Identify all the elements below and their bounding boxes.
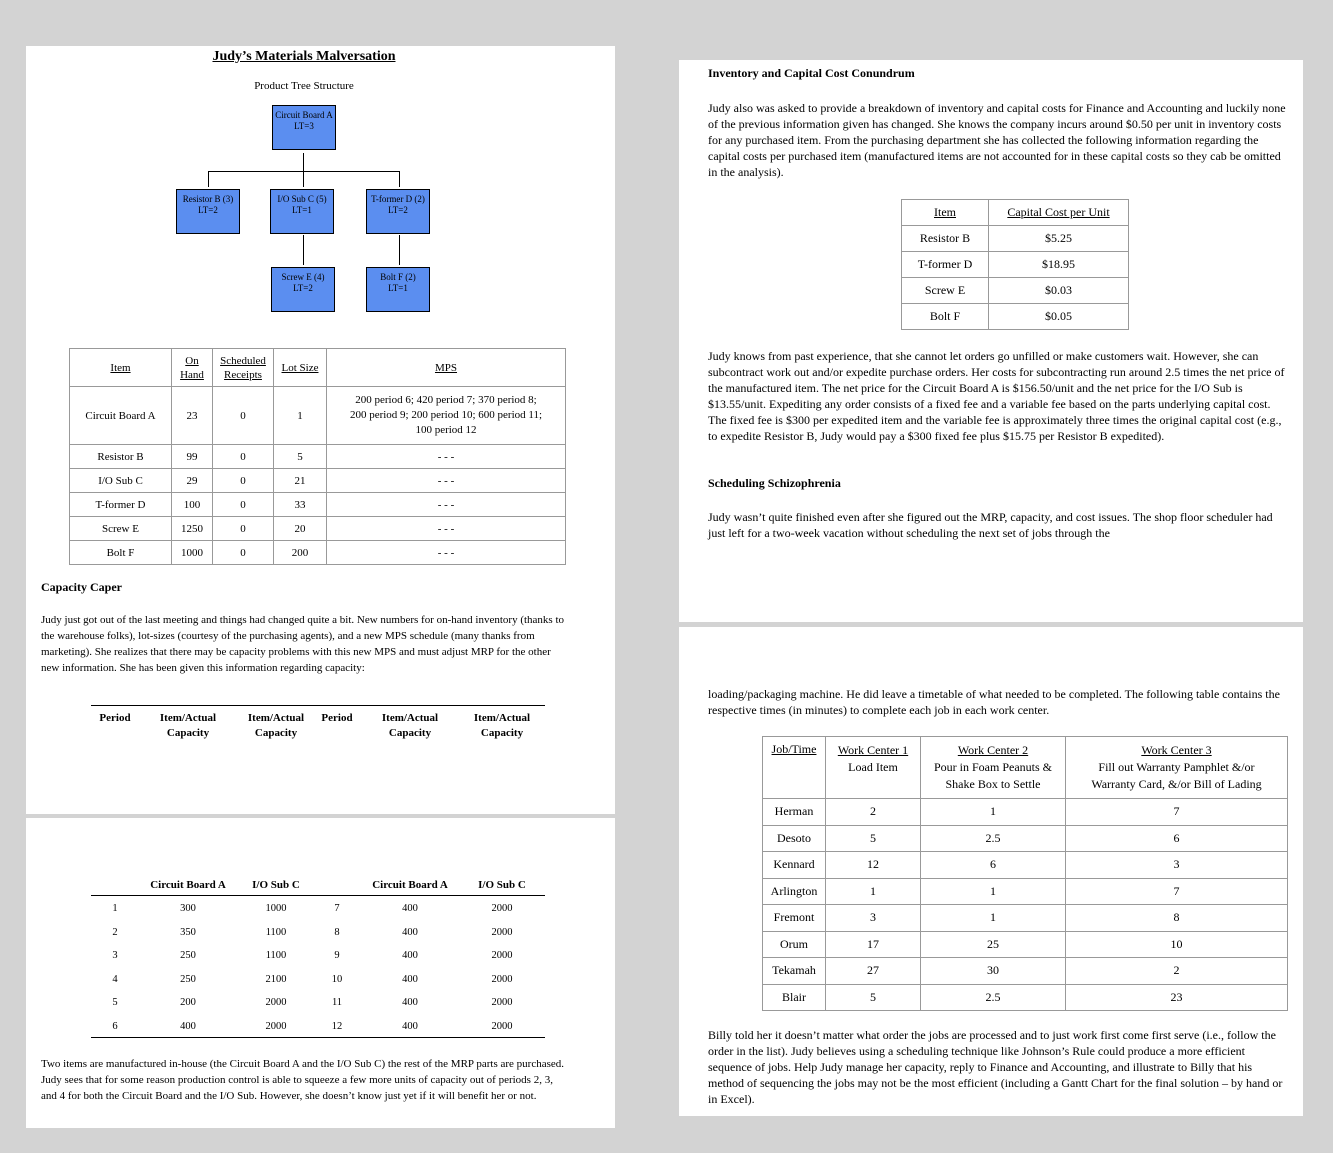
cell-wc2: 1 xyxy=(921,799,1066,826)
cell-lot: 200 xyxy=(274,541,327,565)
header-lot-size: Lot Size xyxy=(274,349,327,387)
cap-cell-circuit-board-a: 350 xyxy=(180,926,196,938)
cap-cell-period: 6 xyxy=(112,1020,118,1032)
cell-sched: 0 xyxy=(213,469,274,493)
cap-cell-period-2: 7 xyxy=(334,903,340,914)
cell-wc2: 1 xyxy=(921,905,1066,932)
cell-wc1: 2 xyxy=(826,799,921,826)
node-circuit-board-a xyxy=(272,105,336,150)
cell-cost: $0.05 xyxy=(989,304,1129,330)
cap-cell-period: 2 xyxy=(112,926,118,938)
cell-sched: 0 xyxy=(213,541,274,565)
node-screw-e xyxy=(271,267,335,312)
cell-mps: 200 period 6; 420 period 7; 370 period 8; 200 period 9; 200 period 10; 600 period 11; 100 period 12 xyxy=(327,387,566,445)
cell-job: Tekamah xyxy=(763,958,826,985)
cell-wc3: 23 xyxy=(1066,984,1288,1011)
cell-cost: $5.25 xyxy=(989,226,1129,252)
table-row xyxy=(763,984,1288,1011)
cap-cell-io-sub-c: 1100 xyxy=(265,950,287,961)
node-lead-time: LT=1 xyxy=(388,283,408,293)
cell-sched: 0 xyxy=(213,493,274,517)
cell-job: Arlington xyxy=(763,878,826,905)
cell-cost: $0.03 xyxy=(989,278,1129,304)
table-row xyxy=(763,825,1288,852)
cell-wc1: 5 xyxy=(826,984,921,1011)
header-wc1: Work Center 1 Load Item xyxy=(826,737,921,799)
header-job-time: Job/Time xyxy=(763,737,826,799)
cell-job: Fremont xyxy=(763,905,826,932)
page-4 xyxy=(679,627,1303,1116)
cap-cell-period: 3 xyxy=(112,950,118,961)
cap-cell-io-sub-c-2: 2000 xyxy=(491,1020,513,1032)
cell-item: Bolt F xyxy=(70,541,172,565)
cap-col-io-sub-c-2: I/O Sub C xyxy=(478,879,526,891)
cap-cell-circuit-board-a-2: 400 xyxy=(402,973,418,985)
cell-on-hand: 100 xyxy=(172,493,213,517)
tree-line xyxy=(303,171,304,187)
cell-lot: 20 xyxy=(274,517,327,541)
timetable-paragraph: loading/packaging machine. He did leave a timetable of what needed to be completed. The following table contains the respective times (in minutes) to complete each job in each work center. xyxy=(708,687,1280,717)
cap-cell-io-sub-c: 1000 xyxy=(265,903,287,914)
cell-wc1: 12 xyxy=(826,852,921,879)
cell-item: T-former D xyxy=(902,252,989,278)
cell-sched: 0 xyxy=(213,517,274,541)
tree-line xyxy=(208,171,209,187)
node-label: I/O Sub C (5) xyxy=(277,194,327,204)
node-bolt-f xyxy=(366,267,430,312)
table-row xyxy=(70,445,566,469)
cap-cell-period: 5 xyxy=(112,997,118,1008)
cell-wc2: 6 xyxy=(921,852,1066,879)
table-row xyxy=(70,469,566,493)
cap-cell-io-sub-c-2: 2000 xyxy=(491,926,513,938)
table-row xyxy=(70,493,566,517)
header-wc2: Work Center 2 Pour in Foam Peanuts & Shake Box to Settle xyxy=(921,737,1066,799)
cell-mps: - - - xyxy=(327,469,566,493)
capacity-table-rule xyxy=(91,705,545,706)
cell-wc3: 3 xyxy=(1066,852,1288,879)
cap-cell-io-sub-c: 2000 xyxy=(265,997,287,1008)
cell-item: Resistor B xyxy=(70,445,172,469)
cap-cell-circuit-board-a-2: 400 xyxy=(402,903,418,914)
cap-cell-period: 1 xyxy=(112,903,118,914)
cell-on-hand: 29 xyxy=(172,469,213,493)
cap-col-circuit-board-a: Circuit Board A xyxy=(150,879,226,891)
mrp-table xyxy=(69,348,566,565)
cap-cell-io-sub-c-2: 2000 xyxy=(491,997,513,1008)
cell-wc2: 30 xyxy=(921,958,1066,985)
header-on-hand: On Hand xyxy=(172,349,213,387)
node-label: T-former D (2) xyxy=(371,194,425,204)
scheduling-heading: Scheduling Schizophrenia xyxy=(708,476,841,490)
cell-wc1: 3 xyxy=(826,905,921,932)
header-wc3: Work Center 3 Fill out Warranty Pamphlet &/or Warranty Card, &/or Bill of Lading xyxy=(1066,737,1288,799)
header-scheduled-receipts: Scheduled Receipts xyxy=(213,349,274,387)
capacity-table-rule xyxy=(91,1037,545,1038)
node-io-sub-c xyxy=(270,189,334,234)
document-title: Judy’s Materials Malversation xyxy=(212,49,396,64)
node-lead-time: LT=2 xyxy=(388,205,408,215)
table-row xyxy=(902,278,1129,304)
cap-cell-io-sub-c-2: 2000 xyxy=(491,903,513,914)
table-row xyxy=(70,541,566,565)
cell-job: Blair xyxy=(763,984,826,1011)
cap-cell-period-2: 8 xyxy=(334,926,340,938)
header-capital-cost: Capital Cost per Unit xyxy=(989,200,1129,226)
page-2 xyxy=(26,818,615,1128)
cap-cell-circuit-board-a: 250 xyxy=(180,950,196,961)
cell-wc2: 1 xyxy=(921,878,1066,905)
node-t-former-d xyxy=(366,189,430,234)
cap-header-period: Period xyxy=(99,712,131,724)
cell-job: Orum xyxy=(763,931,826,958)
cell-wc1: 1 xyxy=(826,878,921,905)
cap-cell-circuit-board-a: 200 xyxy=(180,997,196,1008)
node-lead-time: LT=2 xyxy=(198,205,218,215)
cell-wc3: 2 xyxy=(1066,958,1288,985)
job-time-table xyxy=(762,736,1288,1011)
node-resistor-b xyxy=(176,189,240,234)
cap-cell-io-sub-c-2: 2000 xyxy=(491,973,513,985)
cap-cell-period-2: 12 xyxy=(331,1020,343,1032)
cell-wc2: 2.5 xyxy=(921,825,1066,852)
cell-mps: - - - xyxy=(327,445,566,469)
table-row xyxy=(902,304,1129,330)
node-label: Screw E (4) xyxy=(281,272,325,282)
cell-lot: 1 xyxy=(274,387,327,445)
cap-header-item-actual-3: Item/Actual Capacity xyxy=(381,712,439,739)
node-label: Circuit Board A xyxy=(275,110,333,120)
cap-cell-circuit-board-a: 250 xyxy=(180,973,196,985)
node-lead-time: LT=1 xyxy=(292,205,312,215)
capacity-heading: Capacity Caper xyxy=(41,580,122,594)
cell-wc1: 27 xyxy=(826,958,921,985)
cell-item: T-former D xyxy=(70,493,172,517)
cell-mps: - - - xyxy=(327,541,566,565)
cell-wc2: 2.5 xyxy=(921,984,1066,1011)
table-row xyxy=(763,878,1288,905)
manufactured-paragraph: Two items are manufactured in-house (the Circuit Board A and the I/O Sub C) the rest of the MRP parts are purchased. Judy sees that for some reason production control is able to squeeze a few more units of capacity out of periods 2, 3, and 4 for both the Circuit Board and the I/O Sub. However, she doesn’t know just yet if it will benefit her or not. xyxy=(41,1058,565,1102)
tree-line xyxy=(399,171,400,187)
cell-item: Screw E xyxy=(902,278,989,304)
node-lead-time: LT=3 xyxy=(294,121,314,131)
cell-mps: - - - xyxy=(327,493,566,517)
cell-wc2: 25 xyxy=(921,931,1066,958)
subcontract-paragraph: Judy knows from past experience, that she cannot let orders go unfilled or make customers wait. However, she can subcontract work out and/or expedite purchase orders. Her costs for subcontracting run around 2.5 times the net price of the manufactured item. The net price for the Circuit Board A is $156.50/unit and the net price for the I/O Sub is $13.55/unit. Expediting any order consists of a fixed fee and a variable fee based on the parts underlying capital cost. The fixed fee is $300 per expedited item and the variable fee is approximately three times the original capital cost (e.g., to expedite Resistor B, Judy would pay a $300 fixed fee plus $15.75 per Resistor B expedited). xyxy=(708,349,1285,443)
tree-subtitle: Product Tree Structure xyxy=(254,80,354,92)
cell-job: Herman xyxy=(763,799,826,826)
cap-header-item-actual-4: Item/Actual Capacity xyxy=(473,712,531,739)
cap-cell-period-2: 11 xyxy=(331,997,343,1008)
table-row xyxy=(763,799,1288,826)
table-row xyxy=(902,226,1129,252)
cap-col-circuit-board-a-2: Circuit Board A xyxy=(372,879,448,891)
cell-on-hand: 99 xyxy=(172,445,213,469)
cap-cell-io-sub-c-2: 2000 xyxy=(491,950,513,961)
cap-header-period-2: Period xyxy=(321,712,353,724)
capacity-table-rule xyxy=(91,895,545,896)
scheduling-paragraph: Judy wasn’t quite finished even after she figured out the MRP, capacity, and cost issues. The shop floor scheduler had just left for a two-week vacation without scheduling the next set of jobs through the xyxy=(708,510,1273,540)
cell-lot: 33 xyxy=(274,493,327,517)
capital-cost-table xyxy=(901,199,1129,330)
cell-wc3: 10 xyxy=(1066,931,1288,958)
cell-on-hand: 1000 xyxy=(172,541,213,565)
cell-item: I/O Sub C xyxy=(70,469,172,493)
cell-wc1: 17 xyxy=(826,931,921,958)
node-label: Bolt F (2) xyxy=(380,272,416,282)
cap-cell-period-2: 10 xyxy=(331,973,343,985)
page-3 xyxy=(679,60,1303,622)
cap-cell-circuit-board-a-2: 400 xyxy=(402,950,418,961)
page-1 xyxy=(26,46,615,814)
cell-job: Desoto xyxy=(763,825,826,852)
tree-line xyxy=(399,235,400,265)
cell-item: Bolt F xyxy=(902,304,989,330)
cell-lot: 21 xyxy=(274,469,327,493)
cap-cell-period: 4 xyxy=(112,973,118,985)
table-row xyxy=(763,931,1288,958)
cap-cell-circuit-board-a-2: 400 xyxy=(402,1020,418,1032)
table-row xyxy=(70,387,566,445)
tree-line xyxy=(303,235,304,265)
cell-job: Kennard xyxy=(763,852,826,879)
cell-cost: $18.95 xyxy=(989,252,1129,278)
cap-header-item-actual-2: Item/Actual Capacity xyxy=(247,712,305,739)
cell-mps: - - - xyxy=(327,517,566,541)
inventory-paragraph: Judy also was asked to provide a breakdown of inventory and capital costs for Finance and Accounting and luckily none of the previous information given has changed. She knows the company incurs around $0.50 per unit in inventory costs for any purchased item. From the purchasing department she has collected the following information regarding the capital costs per purchased item (manufactured items are not accounted for in these capital costs so they cab be omitted in the analysis). xyxy=(708,101,1286,179)
cell-sched: 0 xyxy=(213,445,274,469)
cap-cell-circuit-board-a-2: 400 xyxy=(402,997,418,1008)
johnsons-rule-paragraph: Billy told her it doesn’t matter what order the jobs are processed and to just work first come first serve (i.e., follow the order in the list). Judy believes using a scheduling technique like Johnson’s Rule could produce a more efficient sequence of jobs. Help Judy manage her capacity, reply to Finance and Accounting, and illustrate to Billy that his method of sequencing the jobs may not be the most efficient (including a Gantt Chart for the final solution – by hand or in Excel). xyxy=(708,1028,1283,1106)
header-item: Item xyxy=(902,200,989,226)
cap-cell-circuit-board-a: 300 xyxy=(180,903,196,914)
table-row xyxy=(763,905,1288,932)
cap-cell-period-2: 9 xyxy=(334,950,340,961)
cell-item: Resistor B xyxy=(902,226,989,252)
node-label: Resistor B (3) xyxy=(182,194,234,204)
cap-cell-io-sub-c: 2000 xyxy=(265,1020,287,1032)
cap-cell-io-sub-c: 2100 xyxy=(265,973,287,985)
header-item: Item xyxy=(70,349,172,387)
capacity-paragraph: Judy just got out of the last meeting and things had changed quite a bit. New numbers for on-hand inventory (thanks to the warehouse folks), lot-sizes (courtesy of the purchasing agents), and a new MPS schedule (many thanks from marketing). She realizes that there may be capacity problems with this new MPS and must adjust MRP for the other new information. She has been given this information regarding capacity: xyxy=(41,614,565,674)
cell-item: Circuit Board A xyxy=(70,387,172,445)
header-mps: MPS xyxy=(327,349,566,387)
cap-cell-circuit-board-a: 400 xyxy=(180,1020,196,1032)
cell-on-hand: 23 xyxy=(172,387,213,445)
cell-wc3: 6 xyxy=(1066,825,1288,852)
cell-wc3: 7 xyxy=(1066,799,1288,826)
table-row xyxy=(902,252,1129,278)
tree-line xyxy=(303,153,304,171)
cell-on-hand: 1250 xyxy=(172,517,213,541)
cell-wc1: 5 xyxy=(826,825,921,852)
cap-cell-circuit-board-a-2: 400 xyxy=(402,926,418,938)
table-row xyxy=(763,852,1288,879)
table-row xyxy=(70,517,566,541)
cell-wc3: 8 xyxy=(1066,905,1288,932)
node-lead-time: LT=2 xyxy=(293,283,313,293)
cap-header-item-actual-1: Item/Actual Capacity xyxy=(159,712,217,739)
cell-lot: 5 xyxy=(274,445,327,469)
cell-wc3: 7 xyxy=(1066,878,1288,905)
table-row xyxy=(763,958,1288,985)
cap-col-io-sub-c: I/O Sub C xyxy=(252,879,300,891)
cap-cell-io-sub-c: 1100 xyxy=(265,926,287,938)
cell-sched: 0 xyxy=(213,387,274,445)
cell-item: Screw E xyxy=(70,517,172,541)
inventory-heading: Inventory and Capital Cost Conundrum xyxy=(708,66,915,80)
